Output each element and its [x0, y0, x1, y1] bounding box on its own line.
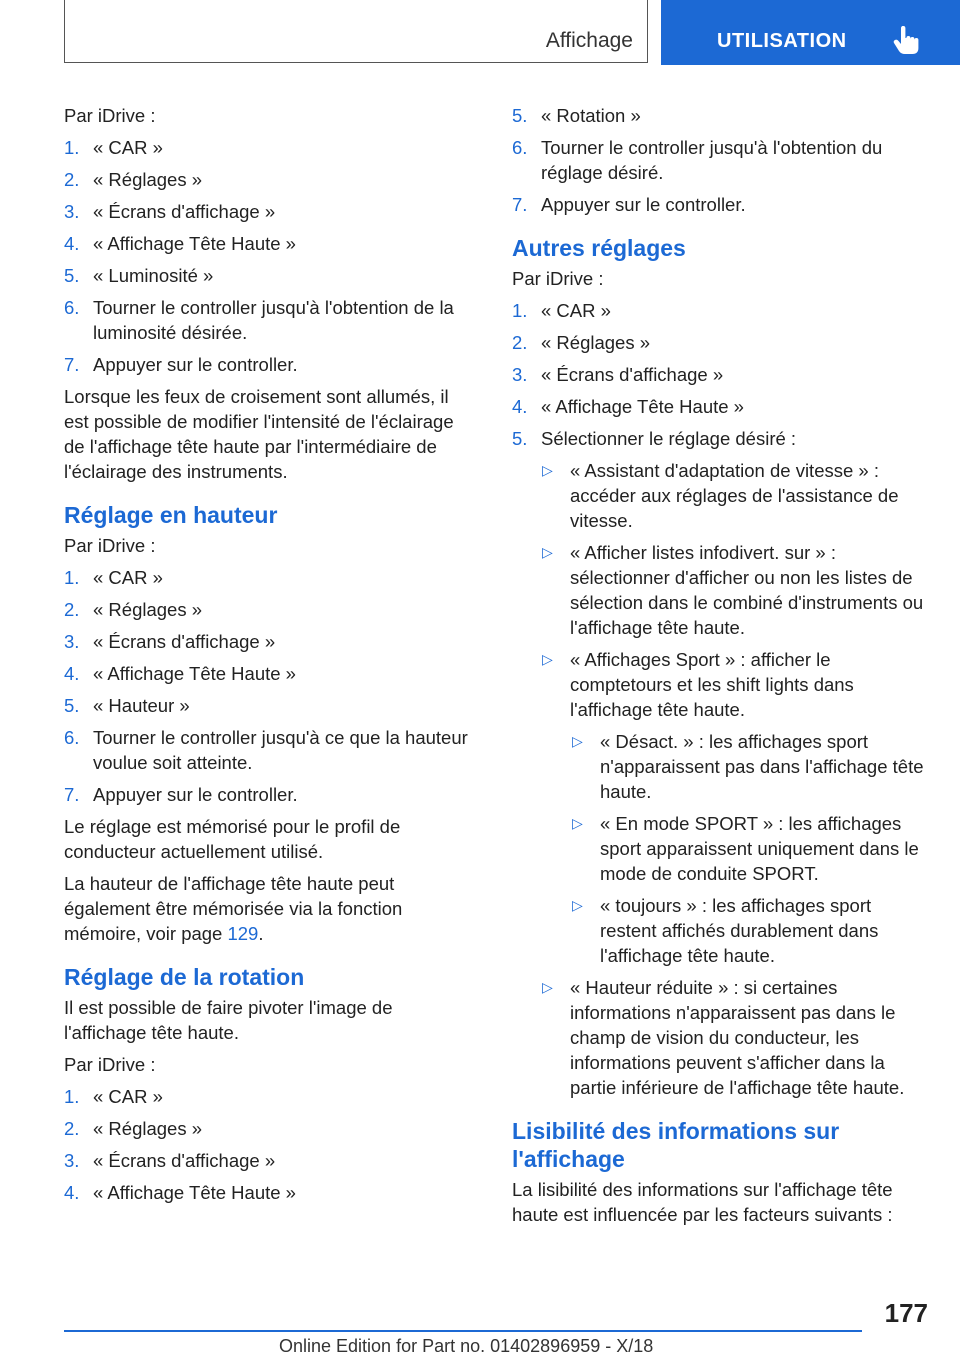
paragraph: Il est possible de faire pivoter l'image de l'affichage tête haute.	[64, 997, 393, 1043]
sub-bullet-item: ▷ « toujours » : les affichages sport restent affichés durablement dans l'affichage tête haute.	[572, 895, 879, 966]
heading-height: Réglage en hauteur	[64, 502, 278, 528]
triangle-bullet-icon: ▷	[542, 979, 553, 995]
list-item: 3. « Écrans d'affichage »	[512, 364, 724, 385]
list-item: 1. « CAR »	[64, 137, 163, 158]
triangle-bullet-icon: ▷	[542, 544, 553, 560]
list-item: 7. Appuyer sur le controller.	[64, 784, 298, 805]
footer-edition: Online Edition for Part no. 01402896959 - X/18	[279, 1336, 654, 1356]
list-item: 4. « Affichage Tête Haute »	[64, 663, 296, 684]
bullet-item: ▷ « Hauteur réduite » : si certaines informations n'apparaissent pas dans le champ de vision du conducteur, les informations peuvent s'afficher dans la partie inférieure de l'affichage tête haute.	[542, 977, 905, 1098]
list-item: 1. « CAR »	[64, 567, 163, 588]
page-number: 177	[884, 1298, 928, 1328]
heading-readability: Lisibilité des informations sur l'affichage	[512, 1118, 840, 1172]
paragraph: La lisibilité des informations sur l'affichage tête haute est influencée par les facteurs suivants :	[512, 1179, 893, 1225]
chapter-tab-label: UTILISATION	[717, 30, 847, 52]
list-item: 4. « Affichage Tête Haute »	[64, 1182, 296, 1203]
list-item: 2. « Réglages »	[64, 169, 203, 190]
list-item: 1. « CAR »	[64, 1086, 163, 1107]
paragraph: Lorsque les feux de croisement sont allumés, il est possible de modifier l'intensité de l'éclairage de l'affichage tête haute par l'intermédiaire de l'éclairage des instruments.	[64, 386, 454, 482]
list-item: 4. « Affichage Tête Haute »	[512, 396, 744, 417]
list-item: 3. « Écrans d'affichage »	[64, 631, 276, 652]
list-item: 5. « Luminosité »	[64, 265, 214, 286]
hand-pointer-icon	[893, 26, 919, 56]
triangle-bullet-icon: ▷	[572, 815, 583, 831]
paragraph: Le réglage est mémorisé pour le profil de conducteur actuellement utilisé.	[64, 816, 401, 862]
bullet-item: ▷ « Affichages Sport » : afficher le comptetours et les shift lights dans l'affichage tête haute. ▷ « Désact. » : les affichages sport n'apparaissent pas dans l'affichage tête haute. ▷ « En mode SPORT » : les affichages sport apparaissent uniquement dans le mode de conduite SPORT. ▷ « toujours » : les affichages sport restent affichés durablement dans l'affichage tête haute.	[512, 647, 930, 968]
page-link[interactable]: 129	[227, 923, 259, 944]
bullet-item: ▷ « Assistant d'adaptation de vitesse » : accéder aux réglages de l'assistance de vitesse.	[542, 460, 899, 531]
intro-text: Par iDrive :	[512, 268, 604, 289]
intro-text: Par iDrive :	[64, 535, 156, 556]
footer-rule	[64, 1330, 862, 1332]
chapter-tab	[661, 0, 960, 65]
intro-text: Par iDrive :	[64, 105, 156, 126]
steps-rotation	[64, 1084, 474, 1205]
heading-rotation: Réglage de la rotation	[64, 964, 305, 990]
steps-other-settings	[512, 298, 930, 451]
list-item: 3. « Écrans d'affichage »	[64, 1150, 276, 1171]
list-item: 2. « Réglages »	[64, 599, 203, 620]
list-item: 6. Tourner le controller jusqu'à ce que la hauteur voulue soit atteinte.	[64, 727, 468, 773]
list-item: 7. Appuyer sur le controller.	[64, 354, 298, 375]
heading-other-settings: Autres réglages	[512, 235, 686, 261]
paragraph-memory: La hauteur de l'affichage tête haute peut également être mémorisée via la fonction mémoire, voir page 129.	[64, 873, 403, 944]
list-item: 4. « Affichage Tête Haute »	[64, 233, 296, 254]
list-item: 5. Sélectionner le réglage désiré :	[512, 428, 797, 449]
settings-bullets	[512, 458, 930, 1100]
left-column	[64, 103, 474, 1212]
triangle-bullet-icon: ▷	[572, 733, 583, 749]
section-title: Affichage	[545, 29, 633, 52]
list-item: 2. « Réglages »	[64, 1118, 203, 1139]
steps-height	[64, 565, 474, 807]
list-item: 6. Tourner le controller jusqu'à l'obtention de la luminosité désirée.	[64, 297, 454, 343]
triangle-bullet-icon: ▷	[542, 462, 553, 478]
list-item: 3. « Écrans d'affichage »	[64, 201, 276, 222]
list-item: 5. « Rotation »	[512, 105, 641, 126]
sub-bullet-item: ▷ « Désact. » : les affichages sport n'apparaissent pas dans l'affichage tête haute.	[572, 731, 924, 802]
header-section-box	[64, 0, 648, 63]
list-item: 7. Appuyer sur le controller.	[512, 194, 746, 215]
steps-luminosity	[64, 135, 474, 377]
steps-rotation-continued	[512, 103, 930, 217]
right-column	[512, 103, 930, 1234]
sport-sub-bullets	[570, 729, 930, 968]
list-item: 1. « CAR »	[512, 300, 611, 321]
triangle-bullet-icon: ▷	[542, 651, 553, 667]
list-item: 2. « Réglages »	[512, 332, 651, 353]
list-item: 6. Tourner le controller jusqu'à l'obtention du réglage désiré.	[512, 137, 883, 183]
intro-text: Par iDrive :	[64, 1054, 156, 1075]
list-item: 5. « Hauteur »	[64, 695, 190, 716]
sub-bullet-item: ▷ « En mode SPORT » : les affichages sport apparaissent uniquement dans le mode de conduite SPORT.	[572, 813, 919, 884]
bullet-item: ▷ « Afficher listes infodivert. sur » : sélectionner d'afficher ou non les listes de sélection dans le combiné d'instruments ou l'affichage tête haute.	[542, 542, 924, 638]
triangle-bullet-icon: ▷	[572, 897, 583, 913]
